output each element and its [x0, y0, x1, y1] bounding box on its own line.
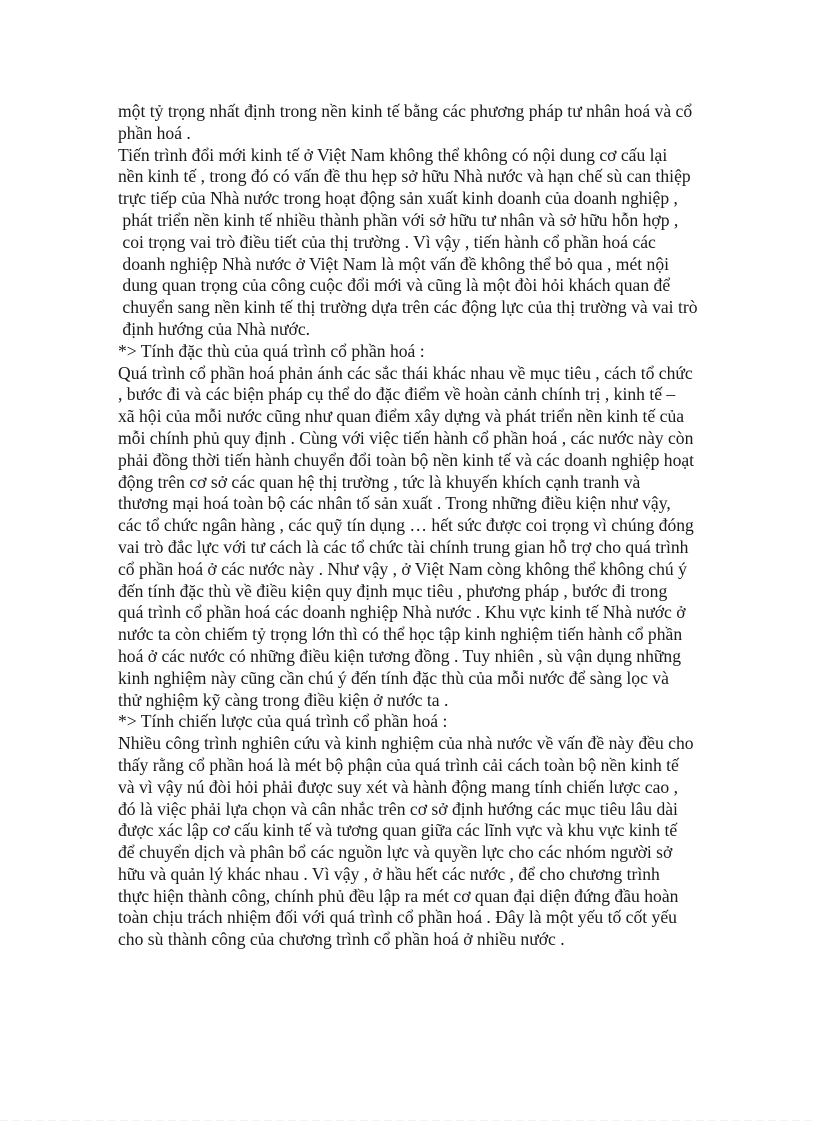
- text-line: xã hội của mỗi nước cũng như quan điểm xây dựng và phát triển nền kinh tế của: [118, 406, 685, 427]
- text-line: kinh nghiệm này cũng cần chú ý đến tính đặc thù của mỗi nước để sàng lọc và: [118, 667, 669, 688]
- text-line: phát triển nền kinh tế nhiều thành phần với sở hữu tư nhân và sở hữu hỗn hợp ,: [118, 209, 679, 230]
- text-line: dung quan trọng của công cuộc đổi mới và cũng là một đòi hỏi khách quan để: [118, 275, 671, 296]
- text-line: nền kinh tế , trong đó có vấn đề thu hẹp sở hữu Nhà nước và hạn chế sù can thiệp: [118, 166, 691, 187]
- section-heading: *> Tính đặc thù của quá trình cổ phần hoá :: [118, 340, 425, 361]
- text-line: cho sù thành công của chương trình cổ phần hoá ở nhiều nước .: [118, 929, 565, 950]
- text-line: thấy rằng cổ phần hoá là mét bộ phận của quá trình cải cách toàn bộ nền kinh tế: [118, 754, 679, 775]
- text-line: Tiến trình đổi mới kinh tế ở Việt Nam không thể không có nội dung cơ cấu lại: [118, 144, 668, 165]
- text-line: quá trình cổ phần hoá các doanh nghiệp Nhà nước . Khu vực kinh tế Nhà nước ở: [118, 602, 686, 623]
- text-line: cổ phần hoá ở các nước này . Như vậy , ở Việt Nam còng không thể không chú ý: [118, 558, 687, 579]
- text-line: Quá trình cổ phần hoá phản ánh các sắc thái khác nhau về mục tiêu , cách tổ chức: [118, 362, 693, 383]
- text-line: hữu và quản lý khác nhau . Vì vậy , ở hầu hết các nước , để cho chương trình: [118, 863, 660, 884]
- text-line: , bước đi và các biện pháp cụ thể do đặc điểm về hoàn cảnh chính trị , kinh tế –: [118, 384, 676, 405]
- body-text: [118, 101, 738, 951]
- text-line: toàn chịu trách nhiệm đối với quá trình cổ phần hoá . Đây là một yếu tố cốt yếu: [118, 907, 677, 928]
- text-line: được xác lập cơ cấu kinh tế và tương quan giữa các lĩnh vực và khu vực kinh tế: [118, 820, 678, 841]
- text-line: phải đồng thời tiến hành chuyển đổi toàn bộ nền kinh tế và các doanh nghiệp hoạt: [118, 449, 695, 470]
- text-line: phần hoá .: [118, 122, 191, 143]
- text-line: một tỷ trọng nhất định trong nền kinh tế bằng các phương pháp tư nhân hoá và cổ: [118, 101, 693, 121]
- section-heading: *> Tính chiến lược của quá trình cổ phần hoá :: [118, 711, 448, 732]
- text-line: vai trò đắc lực với tư cách là các tổ chức tài chính trung gian hỗ trợ cho quá trình: [118, 536, 689, 557]
- text-line: doanh nghiệp Nhà nước ở Việt Nam là một vấn đề không thể bỏ qua , mét nội: [118, 253, 670, 274]
- text-line: hoá ở các nước có những điều kiện tương đồng . Tuy nhiên , sù vận dụng những: [118, 645, 682, 666]
- text-line: thương mại hoá toàn bộ các nhân tố sản xuất . Trong những điều kiện như vậy,: [118, 493, 671, 514]
- text-line: trực tiếp của Nhà nước trong hoạt động sản xuất kinh doanh của doanh nghiệp ,: [118, 188, 678, 209]
- text-line: và vì vậy nú đòi hỏi phải được suy xét và hành động mang tính chiến lược cao ,: [118, 776, 678, 797]
- text-line: động trên cơ sở các quan hệ thị trường , tức là khuyến khích cạnh tranh và: [118, 471, 641, 492]
- text-line: đến tính đặc thù về điều kiện quy định mục tiêu , phương pháp , bước đi trong: [118, 580, 668, 601]
- text-line: chuyển sang nền kinh tế thị trường dựa trên các động lực của thị trường và vai trò: [118, 297, 698, 318]
- text-line: các tổ chức ngân hàng , các quỹ tín dụng … hết sức được coi trọng vì chúng đóng: [118, 515, 694, 536]
- text-line: để chuyển dịch và phân bổ các nguồn lực và quyền lực cho các nhóm người sở: [118, 842, 673, 863]
- text-line: nước ta còn chiếm tỷ trọng lớn thì có thể học tập kinh nghiệm tiến hành cổ phần: [118, 624, 683, 645]
- text-line: Nhiều công trình nghiên cứu và kinh nghiệm của nhà nước về vấn đề này đều cho: [118, 733, 694, 754]
- text-line: đó là việc phải lựa chọn và cân nhắc trên cơ sở định hướng các mục tiêu lâu dài: [118, 798, 678, 819]
- text-line: coi trọng vai trò điều tiết của thị trường . Vì vậy , tiến hành cổ phần hoá các: [118, 231, 656, 252]
- text-line: định hướng của Nhà nước.: [118, 318, 311, 339]
- text-line: mỗi chính phủ quy định . Cùng với việc tiến hành cổ phần hoá , các nước này còn: [118, 427, 694, 448]
- text-line: thử nghiệm kỹ càng trong điều kiện ở nước ta .: [118, 689, 449, 710]
- page-bottom-edge: [0, 1120, 816, 1121]
- text-line: thực hiện thành công, chính phủ đều lập ra mét cơ quan đại diện đứng đầu hoàn: [118, 885, 679, 906]
